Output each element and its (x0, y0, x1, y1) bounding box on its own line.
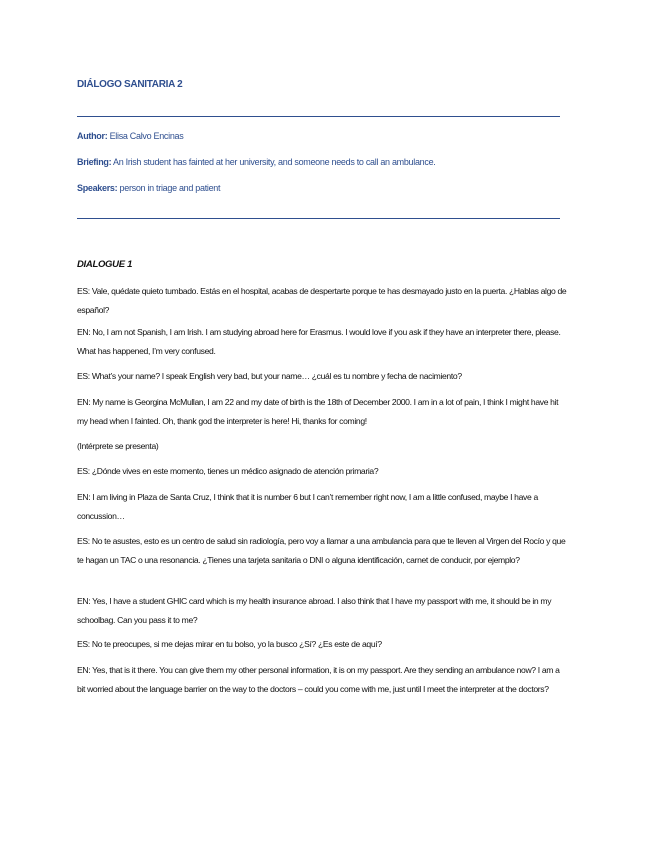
document-title: DIÁLOGO SANITARIA 2 (77, 79, 183, 90)
dialogue-line: ES: What’s your name? I speak English very bad, but your name… ¿cuál es tu nombre y fecha de nacimiento? (77, 371, 462, 381)
divider-top (77, 116, 560, 117)
dialogue-line: EN: I am living in Plaza de Santa Cruz, I think that it is number 6 but I can’t remember right now, I am a little confused, maybe I have a concussion… (77, 492, 538, 521)
briefing-label: Briefing: (77, 157, 112, 167)
dialogue-heading: DIALOGUE 1 (77, 259, 133, 270)
dialogue-line: EN: Yes, that is it there. You can give them my other personal information, it is on my passport. Are they sending an ambulance now? I am a bit worried about the language barrier on the way to the doctors – could you come with me, just until I meet the interpreter at the doctors? (77, 665, 560, 694)
speakers-line (77, 183, 220, 193)
dialogue-line: ES: Vale, quédate quieto tumbado. Estás en el hospital, acabas de despertarte porque te has desmayado justo en la puerta. ¿Hablas algo de español? (77, 286, 567, 315)
author-line (77, 131, 183, 141)
speakers-value: person in triage and patient (119, 183, 221, 193)
speakers-label: Speakers: (77, 183, 118, 193)
briefing-line (77, 157, 435, 167)
dialogue-line: EN: My name is Georgina McMullan, I am 22 and my date of birth is the 18th of December 2000. I am in a lot of pain, I think I might have hit my head when I fainted. Oh, thank god the interpreter is here! Hi, thanks for coming! (77, 397, 559, 426)
briefing-value: An Irish student has fainted at her university, and someone needs to call an ambulance. (113, 157, 436, 167)
dialogue-line: ES: ¿Dónde vives en este momento, tienes un médico asignado de atención primaria? (77, 466, 379, 476)
dialogue-line: EN: Yes, I have a student GHIC card which is my health insurance abroad. I also think that I have my passport with me, it should be in my schoolbag. Can you pass it to me? (77, 596, 552, 625)
dialogue-line: ES: No te asustes, esto es un centro de salud sin radiología, pero voy a llamar a una ambulancia para que te lleven al Virgen del Rocío y que te hagan un TAC o una resonancia. ¿Tienes una tarjeta sanitaria o DNI o alguna identificación, carnet de conducir, por ejemplo? (77, 536, 566, 565)
author-label: Author: (77, 131, 108, 141)
dialogue-line: (Intérprete se presenta) (77, 441, 159, 451)
divider-bottom (77, 218, 560, 219)
dialogue-line: EN: No, I am not Spanish, I am Irish. I am studying abroad here for Erasmus. I would love if you ask if they have an interpreter there, please. What has happened, I’m very confused. (77, 327, 561, 356)
author-value: Elisa Calvo Encinas (109, 131, 184, 141)
dialogue-line: ES: No te preocupes, si me dejas mirar en tu bolso, yo la busco ¿Sí? ¿Es este de aquí? (77, 639, 382, 649)
